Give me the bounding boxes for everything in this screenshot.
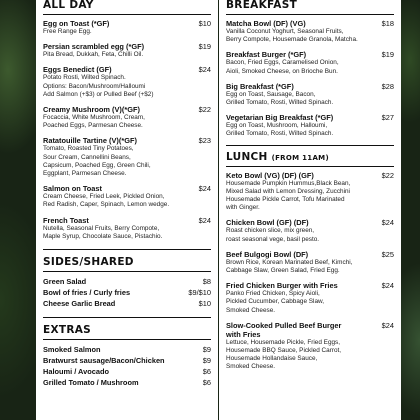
dietary-tags: (*GF): [125, 42, 145, 52]
menu-item-header: [226, 218, 394, 227]
menu-item-price: $6: [202, 378, 211, 388]
dietary-tags: (GF): [96, 65, 112, 75]
menu-item-price: $6: [202, 367, 211, 377]
menu-item-description: Cabbage Slaw, Green Salad, Fried Egg.: [226, 267, 340, 275]
menu-item: [43, 19, 211, 36]
menu-column-right: [219, 0, 401, 420]
menu-item-header: [43, 19, 211, 28]
menu-item-price: $24: [381, 218, 394, 228]
menu-item-description: Pickled Cucumber, Cabbage Slaw,: [226, 298, 325, 306]
menu-item-description: Berry Compote, Housemade Granola, Matcha.: [226, 36, 358, 44]
menu-item-description: with Ginger.: [226, 204, 260, 212]
menu-item: [43, 42, 211, 59]
menu-item-name: Egg on Toast: [43, 19, 90, 28]
menu-item-title: [226, 171, 314, 180]
menu-item-title: [43, 216, 89, 225]
menu-item-header: [43, 65, 211, 74]
lunch-title: LUNCH: [226, 150, 268, 163]
menu-item-header: [226, 82, 394, 91]
menu-item-description: Cream Cheese, Fried Leek, Pickled Onion,: [43, 193, 165, 201]
menu-item-description: Nutella, Seasonal Fruits, Berry Compote,: [43, 224, 160, 232]
menu-item-header: [226, 321, 394, 330]
menu-item-description: Housemade Pumpkin Hummus,Black Bean,: [226, 179, 351, 187]
menu-item-description: Mixed Salad with Lemon Dressing, Zucchini: [226, 187, 350, 195]
menu-item-header: [43, 42, 211, 51]
dietary-tags: (VG) (DF) (GF): [264, 170, 314, 180]
menu-item-header: [226, 113, 394, 122]
menu-item-description: Lettuce, Housemade Pickle, Fried Eggs,: [226, 338, 341, 346]
menu-item-description: Housemade Pickle Carrot, Tofu Marinated: [226, 196, 345, 204]
menu-item-description: Aioli, Smoked Cheese, on Brioche Bun.: [226, 67, 338, 75]
menu-item-description: Poached Eggs, Parmesan Cheese.: [43, 122, 143, 130]
menu-item-price: $22: [381, 170, 394, 180]
menu-item-price: $9/$10: [188, 288, 211, 298]
menu-item-price: $19: [198, 42, 211, 52]
menu-item-description: Tomato, Roasted Tiny Potatoes,: [43, 145, 134, 153]
menu-item: [43, 136, 211, 178]
menu-item-description: Brown Rice, Korean Marinated Beef, Kimchi,: [226, 258, 353, 266]
dietary-tags: (DF): [293, 249, 309, 259]
menu-item-price: $24: [381, 320, 394, 330]
menu-item: [43, 298, 211, 309]
dietary-tags: (V)(*GF): [109, 136, 137, 146]
menu-item: [43, 216, 211, 241]
menu-item-description: Potato Rosti, Wilted Spinach.: [43, 74, 126, 82]
menu-item-header: [226, 50, 394, 59]
menu-item-title: [226, 218, 309, 227]
menu-item-name: Slow-Cooked Pulled Beef Burger: [226, 320, 342, 330]
menu-item-name: Haloumi / Avocado: [43, 367, 109, 377]
menu-item: [226, 82, 394, 107]
menu-item-description: Egg on Toast, Mushroom, Halloumi,: [226, 122, 328, 130]
menu-item: [43, 355, 211, 366]
menu-item-title: [226, 50, 306, 59]
section-title-breakfast: BREAKFAST: [226, 0, 298, 11]
menu-item-title: [226, 250, 308, 259]
menu-item-title: [43, 105, 140, 114]
menu-item-name: Creamy Mushroom: [43, 105, 110, 115]
menu-item: [226, 50, 394, 75]
menu-item-header: [226, 281, 394, 290]
menu-item-title: [43, 19, 109, 28]
menu-item-name: Bratwurst sausage/Bacon/Chicken: [43, 356, 165, 366]
menu-item-price: $19: [381, 50, 394, 60]
menu-item-name: Chicken Bowl: [226, 218, 275, 228]
menu-item-price: $24: [198, 215, 211, 225]
menu-item-price: $23: [198, 136, 211, 146]
menu-item-name: Beef Bulgogi Bowl: [226, 249, 292, 259]
menu-item-title: [226, 321, 341, 330]
menu-item-name-cont: with Fries: [226, 329, 261, 339]
menu-item: [226, 218, 394, 243]
menu-item-name: Eggs Benedict: [43, 65, 95, 75]
menu-item-description: Smoked Cheese.: [226, 363, 276, 371]
menu-item-description: Free Range Egg.: [43, 28, 92, 35]
menu-item-price: $9: [202, 356, 211, 366]
section-divider: [43, 14, 211, 15]
menu-item-description: Panko Fried Chicken, Spicy Aioli,: [226, 290, 320, 298]
section-breakfast: [226, 0, 394, 139]
menu-item-price: $28: [381, 81, 394, 91]
menu-item-title: [43, 42, 144, 51]
menu-item-title: [43, 184, 102, 193]
menu-column-left: [36, 0, 218, 420]
section-title-lunch: [226, 151, 394, 163]
section-extras: [43, 317, 211, 388]
menu-item-name: Grilled Tomato / Mushroom: [43, 378, 139, 388]
menu-item-header: [43, 184, 211, 193]
menu-item-description: Maple Syrup, Chocolate Sauce, Pistachio.: [43, 232, 163, 240]
section-divider: [43, 339, 211, 340]
menu-item-price: $10: [198, 19, 211, 28]
menu-item: [43, 105, 211, 130]
section-lunch: [226, 145, 394, 372]
menu-item-description: Roast chicken slice, mix green,: [226, 227, 315, 235]
menu-item-header: [43, 105, 211, 114]
menu-item: [43, 366, 211, 377]
menu-item-description: Eggplant, Parmesan Cheese.: [43, 170, 127, 178]
section-all-day: [43, 0, 211, 241]
menu-item-name: Smoked Salmon: [43, 345, 101, 355]
menu-item: [226, 281, 394, 315]
menu-item-description: Add Salmon (+$3) or Pulled Beef (+$2): [43, 90, 154, 98]
menu-item: [43, 184, 211, 209]
menu-item-description: Capsicum, Poached Egg, Green Chili,: [43, 161, 151, 169]
menu-item-price: $22: [198, 105, 211, 115]
menu-item-price: $25: [381, 249, 394, 259]
menu-item-description: Egg on Toast, Sausage, Bacon,: [226, 90, 316, 98]
section-title-sides: SIDES/SHARED: [43, 256, 134, 269]
menu-item: [226, 321, 394, 372]
menu-item-description: Bacon, Fried Eggs, Caramelised Onion,: [226, 59, 339, 67]
menu-item-price: $27: [381, 113, 394, 123]
menu-item-name: Fried Chicken Burger with Fries: [226, 281, 338, 291]
menu-item-description: Smoked Cheese.: [226, 306, 276, 314]
menu-item-name: Big Breakfast: [226, 81, 274, 91]
menu-item-price: $10: [198, 299, 211, 309]
dietary-tags: (*GF): [288, 50, 307, 60]
menu-item-title: [226, 281, 338, 290]
menu-item-description: Pita Bread, Dukkah, Feta, Chilli Oil.: [43, 51, 144, 59]
dietary-tags: (DF) (VG): [273, 19, 306, 28]
menu-item: [43, 344, 211, 355]
menu-item-name: Matcha Bowl: [226, 19, 272, 28]
menu-item-header: [43, 216, 211, 225]
section-divider: [43, 317, 211, 318]
dietary-tags: (*GF): [275, 81, 294, 91]
menu-item-name: Ratatouille Tartine: [43, 136, 107, 146]
menu-item-description: Housemade BBQ Sauce, Pickled Carrot,: [226, 347, 342, 355]
menu-item: [226, 171, 394, 213]
menu-item-name: Vegetarian Big Breakfast: [226, 113, 314, 123]
menu-item-description: roast seasonal vege, basil pesto.: [226, 235, 320, 243]
menu-item: [226, 250, 394, 275]
section-title-extras: EXTRAS: [43, 324, 92, 337]
menu-item-price: $24: [381, 281, 394, 291]
menu-item-price: $9: [202, 345, 211, 355]
section-divider: [43, 271, 211, 272]
menu-item-name: Keto Bowl: [226, 170, 263, 180]
menu-item: [226, 113, 394, 138]
menu-item-price: $24: [198, 65, 211, 75]
menu-item-name: Persian scrambled egg: [43, 42, 124, 52]
menu-item-header: [226, 250, 394, 259]
dietary-tags: (V)(*GF): [112, 105, 140, 115]
menu-item: [43, 377, 211, 388]
menu-item-description: Focaccia, White Mushroom, Cream,: [43, 114, 145, 122]
menu-item-title: [43, 65, 112, 74]
section-title-all-day: ALL DAY: [43, 0, 94, 11]
menu-item-title: [226, 82, 294, 91]
menu-item: [43, 276, 211, 287]
menu-item-title: [226, 113, 333, 122]
menu-item: [43, 65, 211, 99]
menu-item-price: $8: [202, 277, 211, 287]
menu-item-description: Red Radish, Caper, Spinach, Lemon wedge.: [43, 201, 170, 209]
section-divider: [226, 14, 394, 15]
dietary-tags: (*GF): [91, 19, 110, 28]
section-sides: [43, 249, 211, 309]
menu-item-name: Bowl of fries / Curly fries: [43, 288, 131, 298]
menu-item-price: $18: [381, 19, 394, 28]
menu-item-description: Options: Bacon/Mushroom/Halloumi: [43, 82, 146, 90]
section-divider: [43, 249, 211, 250]
section-divider: [226, 145, 394, 146]
menu-item-description: Vanilla Coconut Yoghurt, Seasonal Fruits,: [226, 28, 344, 35]
menu-item-title: [226, 19, 306, 28]
dietary-tags: (*GF): [315, 113, 334, 123]
menu-item-name: Green Salad: [43, 277, 87, 287]
menu-item-description: Grilled Tomato, Rosti, Wilted Spinach.: [226, 99, 334, 107]
menu-item-name: Salmon on Toast: [43, 184, 102, 194]
dietary-tags: (GF) (DF): [276, 218, 309, 228]
menu-item-header: [226, 171, 394, 180]
menu-item-description: Sour Cream, Cannellini Beans,: [43, 153, 131, 161]
menu-item-name: Breakfast Burger: [226, 50, 286, 60]
menu-item-header: [226, 19, 394, 28]
menu-item-header: [43, 136, 211, 145]
menu-item-description: Grilled Tomato, Rosti, Wilted Spinach.: [226, 130, 334, 138]
lunch-subtitle: (FROM 11AM): [271, 153, 329, 162]
menu-item-name: Cheese Garlic Bread: [43, 299, 116, 309]
menu-item-name: French Toast: [43, 215, 89, 225]
menu-item-price: $24: [198, 184, 211, 194]
section-divider: [226, 166, 394, 167]
menu-item-description: Housemade Hollandaise Sauce,: [226, 355, 318, 363]
menu-item: [43, 287, 211, 298]
menu-item: [226, 19, 394, 44]
menu-item-title: [43, 136, 137, 145]
